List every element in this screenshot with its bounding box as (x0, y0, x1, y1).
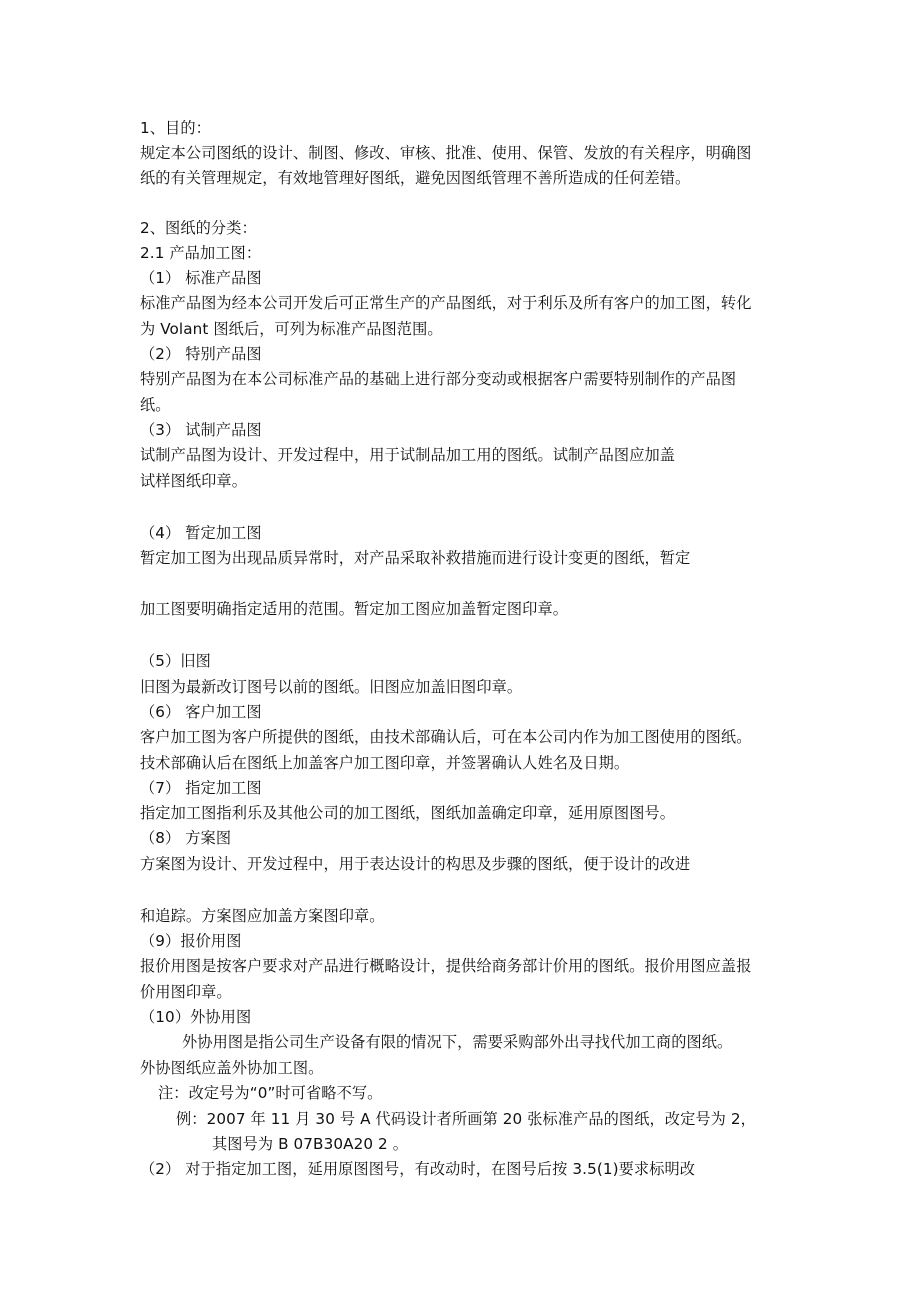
item-heading: （6） 客户加工图 (140, 703, 262, 721)
paragraph-line: 试制产品图为设计、开发过程中，用于试制品加工用的图纸。试制产品图应加盖 (140, 446, 676, 464)
paragraph-line: 技术部确认后在图纸上加盖客户加工图印章，并签署确认人姓名及日期。 (140, 754, 630, 772)
paragraph-line: 外协图纸应盖外协加工图。 (140, 1059, 324, 1077)
example-line: 其图号为 B 07B30A20 2 。 (212, 1135, 409, 1153)
heading-classification: 2、图纸的分类： (140, 219, 257, 237)
paragraph-line: 暂定加工图为出现品质异常时，对产品采取补救措施而进行设计变更的图纸，暂定 (140, 549, 691, 567)
paragraph-line: 旧图为最新改订图号以前的图纸。旧图应加盖旧图印章。 (140, 678, 523, 696)
paragraph-line: 为 Volant 图纸后，可列为标准产品图范围。 (140, 320, 443, 338)
paragraph-line: 外协用图是指公司生产设备有限的情况下，需要采购部外出寻找代加工商的图纸。 (182, 1033, 733, 1051)
item-heading: （7） 指定加工图 (140, 779, 262, 797)
paragraph-line: 价用图印章。 (140, 983, 232, 1001)
item-heading: （3） 试制产品图 (140, 421, 262, 439)
paragraph-line: 方案图为设计、开发过程中，用于表达设计的构思及步骤的图纸，便于设计的改进 (140, 855, 691, 873)
example-line: 例：2007 年 11 月 30 号 A 代码设计者所画第 20 张标准产品的图纸，改定号为 2， (176, 1110, 756, 1128)
paragraph-line: 和追踪。方案图应加盖方案图印章。 (140, 907, 385, 925)
paragraph-line: 纸。 (140, 396, 171, 414)
paragraph-line: 报价用图是按客户要求对产品进行概略设计，提供给商务部计价用的图纸。报价用图应盖报 (140, 957, 752, 975)
note-line: 注：改定号为“0”时可省略不写。 (158, 1084, 383, 1102)
paragraph-line: 客户加工图为客户所提供的图纸，由技术部确认后，可在本公司内作为加工图使用的图纸。 (140, 728, 752, 746)
paragraph-line: 指定加工图指利乐及其他公司的加工图纸，图纸加盖确定印章，延用原图图号。 (140, 804, 676, 822)
item-heading: （9）报价用图 (140, 932, 242, 950)
item-heading: （2） 对于指定加工图，延用原图图号，有改动时，在图号后按 3.5(1)要求标明改 (140, 1160, 696, 1178)
paragraph-line: 试样图纸印章。 (140, 472, 248, 490)
paragraph-line: 规定本公司图纸的设计、制图、修改、审核、批准、使用、保管、发放的有关程序，明确图 (140, 144, 752, 162)
paragraph-line: 加工图要明确指定适用的范围。暂定加工图应加盖暂定图印章。 (140, 600, 569, 618)
item-heading: （8） 方案图 (140, 829, 232, 847)
paragraph-line: 特别产品图为在本公司标准产品的基础上进行部分变动或根据客户需要特别制作的产品图 (140, 370, 737, 388)
paragraph-line: 标准产品图为经本公司开发后可正常生产的产品图纸，对于利乐及所有客户的加工图，转化 (140, 294, 752, 312)
item-heading: （2） 特别产品图 (140, 345, 262, 363)
item-heading: （4） 暂定加工图 (140, 524, 262, 542)
heading-purpose: 1、目的： (140, 119, 211, 137)
subheading-product-drawing: 2.1 产品加工图： (140, 244, 262, 262)
item-heading: （1） 标准产品图 (140, 269, 262, 287)
paragraph-line: 纸的有关管理规定，有效地管理好图纸，避免因图纸管理不善所造成的任何差错。 (140, 169, 691, 187)
item-heading: （10）外协用图 (140, 1008, 252, 1026)
item-heading: （5）旧图 (140, 652, 211, 670)
